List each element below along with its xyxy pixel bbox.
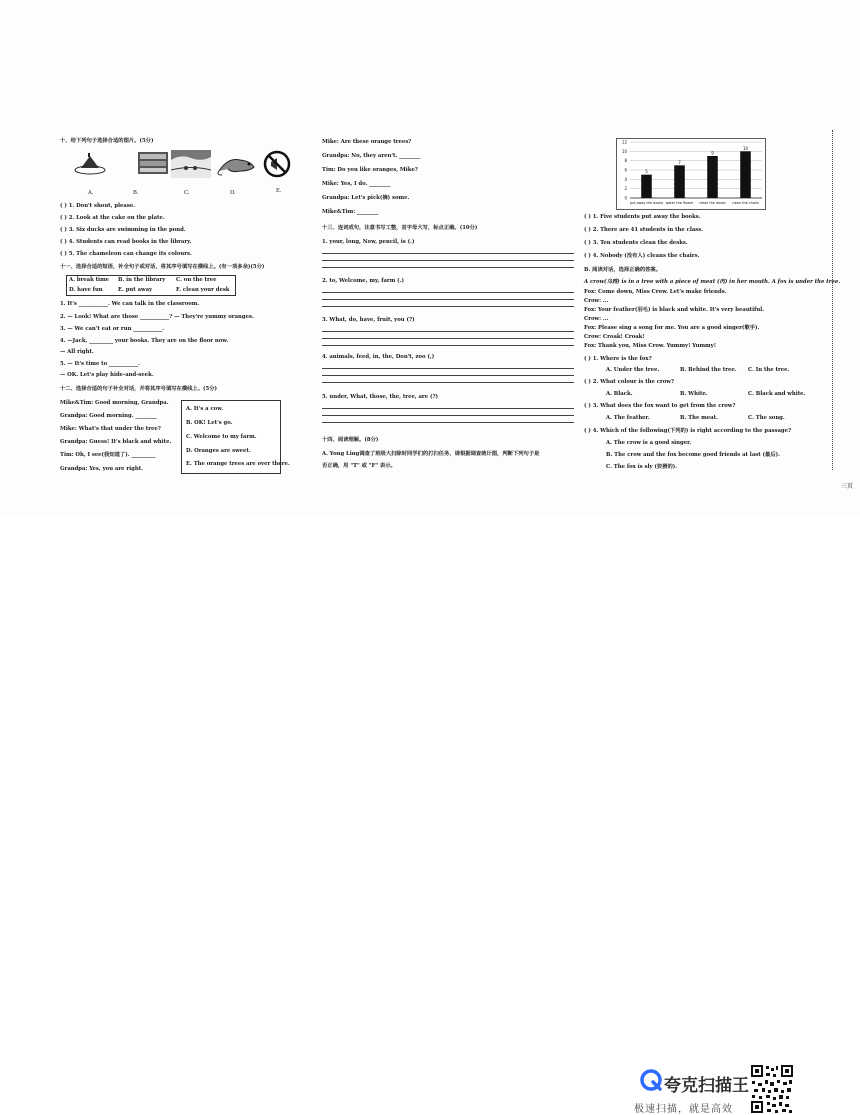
s11-item-5: 5. — It's time to ___________. xyxy=(60,361,140,367)
section11-title: 十一、选择合适的短语，补全句子或对话，将其序号填写在横线上。(有一项多余)(5分) xyxy=(60,264,265,270)
writing-line xyxy=(322,260,574,261)
s10-item-4: ( ) 4. Students can read books in the library. xyxy=(60,239,192,245)
bar-2 xyxy=(674,165,685,198)
sa-item-3: ( ) 3. Ten students clean the desks. xyxy=(584,240,688,246)
sb-q3-a: A. The feather. xyxy=(606,415,650,421)
pic-label-a: A. xyxy=(88,190,94,196)
s12-line-4: Grandpa: Guess! It's black and white. xyxy=(60,439,172,445)
s11-opt-e: E. put away xyxy=(118,287,153,293)
s11-opt-d: D. have fun xyxy=(69,287,103,293)
sb-q1-c: C. In the tree. xyxy=(748,367,790,373)
s12-opt-b: B. OK! Let's go. xyxy=(186,420,233,426)
s13-item-4: 4. animals, feed, in, the, Don't, zoo (,) xyxy=(322,354,435,360)
writing-line xyxy=(322,422,574,423)
s12-opt-e: E. The orange trees are over there. xyxy=(186,461,290,467)
sb-q1: ( ) 1. Where is the fox? xyxy=(584,356,652,362)
bar-1 xyxy=(641,175,652,198)
cake-plate-icon xyxy=(74,150,106,176)
sb-dlg-1: Fox: Come down, Miss Crow. Let's make friends. xyxy=(584,289,727,295)
pic-label-e: E. xyxy=(276,188,282,194)
sb-q3-b: B. The meat. xyxy=(680,415,718,421)
sb-q4-a: A. The crow is a good singer. xyxy=(606,440,692,446)
writing-line xyxy=(322,306,574,307)
library-icon xyxy=(136,149,170,176)
y-tick-label: 4 xyxy=(624,176,627,182)
sb-q4-c: C. The fox is sly (狡猾的). xyxy=(606,464,678,470)
section12-title: 十二、选择合适的句子补全对话，并将其序号填写在横线上。(5分) xyxy=(60,386,218,392)
sb-dlg-2: Crow: ... xyxy=(584,298,609,304)
writing-line xyxy=(322,338,574,339)
brand-subtitle: 极速扫描，就是高效 xyxy=(634,1104,733,1115)
s13-item-5: 5. under, What, those, the, tree, are (?) xyxy=(322,394,439,400)
chameleon-icon xyxy=(216,151,258,177)
s12-line-3: Mike: What's that under the tree? xyxy=(60,426,161,432)
sb-dlg-4: Crow: ... xyxy=(584,316,609,322)
exam-sheet xyxy=(0,0,860,515)
sb-q1-a: A. Under the tree. xyxy=(606,367,660,373)
sb-q1-b: B. Behind the tree. xyxy=(680,367,737,373)
bar-value-label: 7 xyxy=(678,159,681,165)
pic-label-c: C. xyxy=(184,190,190,196)
pic-label-b: B. xyxy=(133,190,139,196)
s12-opt-d: D. Oranges are sweet. xyxy=(186,448,251,454)
section13-title: 十三、连词成句，注意书写工整，首字母大写，标点正确。(10分) xyxy=(322,225,478,231)
s13-item-1: 1. your, long, Now, pencil, is (.) xyxy=(322,239,415,245)
s11-item-3: 3. — We can't eat or run ___________. xyxy=(60,326,165,332)
s10-item-2: ( ) 2. Look at the cake on the plate. xyxy=(60,215,165,221)
s10-item-3: ( ) 3. Six ducks are swimming in the pond. xyxy=(60,227,186,233)
sb-q3-c: C. The song. xyxy=(748,415,785,421)
bar-chart xyxy=(616,138,766,210)
pond-ducks-icon xyxy=(171,150,211,178)
writing-line xyxy=(322,292,574,293)
writing-line xyxy=(322,368,574,369)
writing-line xyxy=(322,375,574,376)
x-tick-label: clean the desks xyxy=(699,201,726,205)
bar-value-label: 9 xyxy=(711,150,714,156)
s10-item-1: ( ) 1. Don't shout, please. xyxy=(60,203,136,209)
s11-item-5b: — OK. Let's play hide-and-seek. xyxy=(60,372,154,378)
sb-dlg-6: Crow: Croak! Croak! xyxy=(584,334,645,340)
s13-item-3: 3. What, do, have, fruit, you (?) xyxy=(322,317,415,323)
y-tick-label: 10 xyxy=(621,148,627,154)
section10-title: 十、给下列句子选择合适的图片。(5分) xyxy=(60,138,154,144)
sb-dlg-7: Fox: Thank you, Miss Crow. Yummy! Yummy! xyxy=(584,343,717,349)
section14-title: 十四、阅读理解。(8分) xyxy=(322,437,379,443)
y-tick-label: 2 xyxy=(624,186,627,192)
s12-line-5: Tim: Oh, I see(我知道了). _________ xyxy=(60,452,156,458)
bar-value-label: 10 xyxy=(742,145,749,151)
s12c-line-4: Mike: Yes, I do. ________ xyxy=(322,181,391,187)
s12-line-2: Grandpa: Good morning. ________ xyxy=(60,413,157,419)
writing-line xyxy=(322,253,574,254)
s11-item-4: 4. —Jack, _________ your books. They are on the floor now. xyxy=(60,338,229,344)
writing-line xyxy=(322,345,574,346)
y-tick-label: 8 xyxy=(624,158,627,164)
writing-line xyxy=(322,299,574,300)
sa-item-4: ( ) 4. Nobody (没有人) cleans the chairs. xyxy=(584,253,700,259)
x-tick-label: clean the chairs xyxy=(731,201,760,205)
sa-item-1: ( ) 1. Five students put away the books. xyxy=(584,214,701,220)
s12-opt-a: A. It's a cow. xyxy=(186,406,224,412)
scanner-logo-icon xyxy=(640,1069,662,1091)
bar-4 xyxy=(740,151,751,198)
x-tick-label: put away the books xyxy=(629,201,664,205)
writing-line xyxy=(322,408,574,409)
sb-q3: ( ) 3. What does the fox want to get from the crow? xyxy=(584,403,736,409)
s12-opt-c: C. Welcome to my farm. xyxy=(186,434,257,440)
s12c-line-3: Tim: Do you like oranges, Mike? xyxy=(322,167,418,173)
s12c-line-2: Grandpa: No, they aren't. ________ xyxy=(322,153,421,159)
qr-code-icon xyxy=(750,1064,794,1114)
sb-dlg-3: Fox: Your feather(羽毛) is black and white. It's very beautiful. xyxy=(584,307,765,313)
no-shouting-icon xyxy=(263,150,291,178)
s14-intro-1: A. Yong Ling调查了班级大扫除时同学们的打扫任务，请根据调查统计图，判断下列句子是 xyxy=(322,451,540,457)
writing-line xyxy=(322,415,574,416)
bar-3 xyxy=(707,156,718,198)
s12c-line-6: Mike&Tim: ________ xyxy=(322,209,379,215)
s11-opt-b: B. in the library xyxy=(118,277,166,283)
s11-item-4b: — All right. xyxy=(60,349,94,355)
sb-q4: ( ) 4. Which of the following(下列的) is right according to the passage? xyxy=(584,428,792,434)
y-tick-label: 12 xyxy=(621,139,627,145)
y-tick-label: 0 xyxy=(624,195,627,201)
sb-q2: ( ) 2. What colour is the crow? xyxy=(584,379,674,385)
writing-line xyxy=(322,267,574,268)
s14-intro-2: 否正确，用 "T" 或 "F" 表示。 xyxy=(322,463,396,469)
s11-item-1: 1. It's ___________. We can talk in the classroom. xyxy=(60,301,200,307)
s11-opt-f: F. clean your desk xyxy=(176,287,230,293)
brand-title: 夸克扫描王 xyxy=(664,1076,749,1096)
sb-q2-c: C. Black and white. xyxy=(748,391,806,397)
y-tick-label: 6 xyxy=(624,167,627,173)
s12-line-6: Grandpa: Yes, you are right. xyxy=(60,466,143,472)
writing-line xyxy=(322,331,574,332)
s11-item-2: 2. — Look! What are those ___________? — They're yummy oranges. xyxy=(60,314,254,320)
sb-q2-a: A. Black. xyxy=(606,391,633,397)
writing-line xyxy=(322,382,574,383)
s13-item-2: 2. to, Welcome, my, farm (.) xyxy=(322,278,405,284)
page-number: 三页 xyxy=(841,483,854,490)
binding-dotted-line xyxy=(832,130,833,470)
sa-item-2: ( ) 2. There are 41 students in the class. xyxy=(584,227,704,233)
sb-dlg-5: Fox: Please sing a song for me. You are a good singer(歌手). xyxy=(584,325,760,331)
pic-label-d: D. xyxy=(230,190,236,196)
s10-item-5: ( ) 5. The chameleon can change its colours. xyxy=(60,251,192,257)
s11-opt-a: A. break time xyxy=(69,277,110,283)
scanner-footer xyxy=(0,515,860,1115)
sb-intro: A crow(乌鸦) is in a tree with a piece of meat (肉) in her mouth. A fox is under the tree. xyxy=(584,279,841,285)
s12c-line-5: Grandpa: Let's pick(摘) some. xyxy=(322,195,410,201)
sb-q4-b: B. The crow and the fox become good friends at last (最后). xyxy=(606,452,780,458)
x-tick-label: water the flower xyxy=(665,201,694,205)
s11-opt-c: C. on the tree xyxy=(176,277,217,283)
bar-value-label: 5 xyxy=(645,169,648,175)
sb-q2-b: B. White. xyxy=(680,391,708,397)
sectionB-title: B. 阅读对话，选择正确的答案。 xyxy=(584,267,662,273)
s12c-line-1: Mike: Are these orange trees? xyxy=(322,139,412,145)
s12-line-1: Mike&Tim: Good morning, Grandpa. xyxy=(60,400,169,406)
